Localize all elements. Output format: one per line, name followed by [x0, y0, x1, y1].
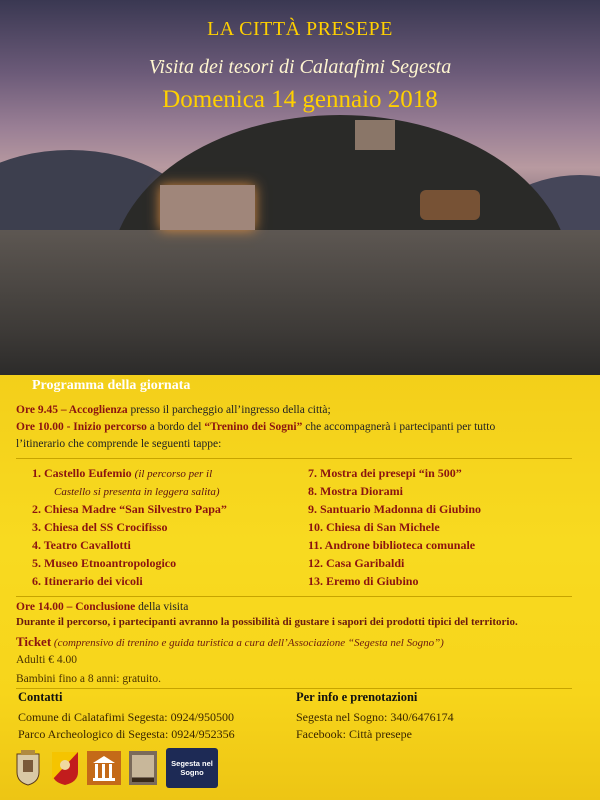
- lights: [420, 190, 480, 220]
- event-title: LA CITTÀ PRESEPE: [207, 18, 393, 40]
- event-subtitle: Visita dei tesori di Calatafimi Segesta: [148, 56, 452, 78]
- info-phone: Segesta nel Sogno: 340/6476174: [296, 710, 454, 724]
- castle: [160, 185, 255, 230]
- list-item: 9. Santuario Madonna di Giubino: [308, 502, 482, 516]
- stops-left-list: [32, 466, 302, 591]
- start-time: Ore 10.00 - Inizio percorso: [16, 421, 147, 433]
- list-item: 13. Eremo di Giubino: [308, 574, 419, 588]
- conclusion-label: – Conclusione: [63, 601, 136, 613]
- program-line-start: [16, 420, 588, 435]
- ticket-label: Ticket: [16, 634, 52, 649]
- train-name: “Trenino dei Sogni”: [204, 421, 303, 433]
- ticket-note: (comprensivo di trenino e guida turistica a cura dell’Associazione “Segesta nel Sogno”): [51, 637, 444, 649]
- list-item: 6. Itinerario dei vicoli: [32, 574, 143, 588]
- comune-crest-logo: [14, 748, 42, 788]
- archaeological-park-logo: [87, 748, 121, 788]
- photo-logo: [128, 748, 158, 788]
- info-heading: Per info e prenotazioni: [296, 690, 418, 704]
- program-heading: Programma della giornata: [32, 378, 191, 393]
- fort: [355, 120, 395, 150]
- program-line-welcome: [16, 403, 588, 418]
- ticket-adults: Adulti € 4.00: [16, 654, 78, 666]
- list-item: 4. Teatro Cavallotti: [32, 538, 131, 552]
- list-item: 2. Chiesa Madre “San Silvestro Papa”: [32, 502, 227, 516]
- list-item: 12. Casa Garibaldi: [308, 556, 405, 570]
- conclusion-time: Ore 14.00: [16, 601, 64, 613]
- list-item: 8. Mostra Diorami: [308, 484, 403, 498]
- contact-parco: Parco Archeologico di Segesta: 0924/952356: [18, 727, 235, 741]
- start-text-2: che accompagnerà i partecipanti per tutto: [302, 421, 496, 433]
- list-item: 7. Mostra dei presepi “in 500”: [308, 466, 462, 480]
- list-item: 1. Castello Eufemio (il percorso per il: [32, 466, 213, 480]
- list-item: 5. Museo Etnoantropologico: [32, 556, 177, 570]
- list-item: 10. Chiesa di San Michele: [308, 520, 440, 534]
- divider: [16, 688, 572, 689]
- welcome-time: Ore 9.45 – Accoglienza: [16, 404, 128, 416]
- start-text: a bordo del: [146, 421, 205, 433]
- list-item: 3. Chiesa del SS Crocifisso: [32, 520, 168, 534]
- info-facebook: Facebook: Città presepe: [296, 727, 412, 741]
- stops-right-list: [308, 466, 578, 591]
- conclusion-text: della visita: [135, 601, 189, 613]
- sicily-region-logo: [50, 748, 80, 788]
- welcome-text: presso il parcheggio all’ingresso della città;: [127, 404, 331, 416]
- contacts-heading: Contatti: [18, 690, 63, 704]
- conclusion-detail: Durante il percorso, i partecipanti avranno la possibilità di gustare i sapori dei prodotti tipici del territorio.: [16, 616, 518, 628]
- conclusion-line: [16, 600, 588, 615]
- divider: [16, 458, 572, 459]
- segesta-nel-sogno-logo: [166, 748, 218, 788]
- program-line-itinerary: l’itinerario che comprende le seguenti tappe:: [16, 438, 222, 450]
- divider: [16, 596, 572, 597]
- ticket-line: [16, 634, 588, 651]
- list-item: 11. Androne biblioteca comunale: [308, 538, 476, 552]
- ticket-children: Bambini fino a 8 anni: gratuito.: [16, 673, 162, 685]
- segesta-logo-text: Segesta nel Sogno: [171, 759, 213, 777]
- event-date: Domenica 14 gennaio 2018: [162, 86, 438, 113]
- contact-comune: Comune di Calatafimi Segesta: 0924/950500: [18, 710, 234, 724]
- list-item: Castello si presenta in leggera salita): [54, 486, 220, 498]
